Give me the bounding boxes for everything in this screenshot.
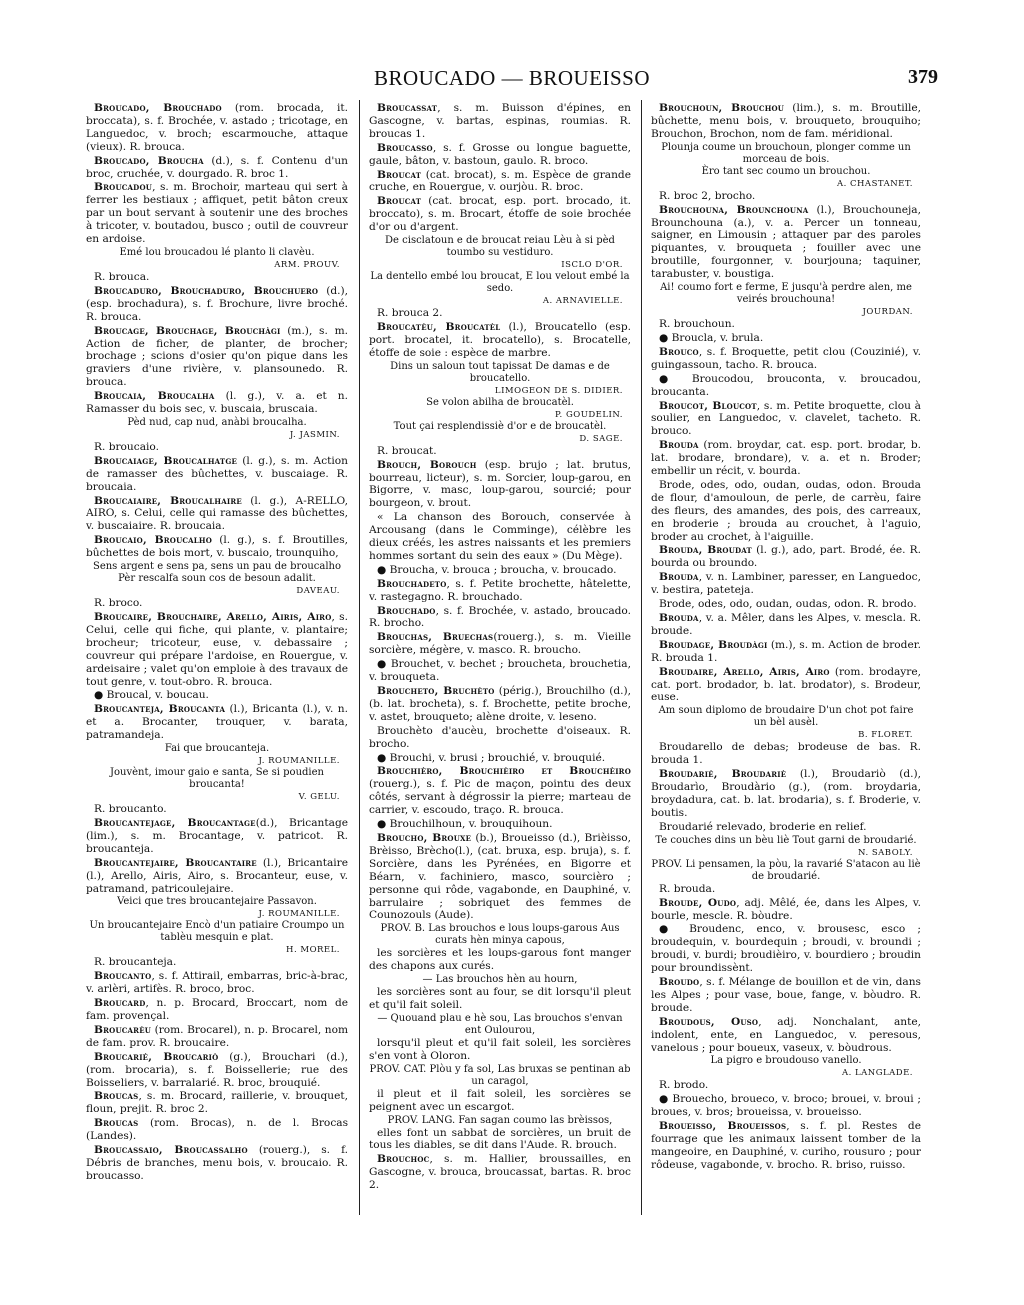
headword: Brouda, Broudat bbox=[659, 544, 752, 557]
running-title: BROUCADO — BROUEISSO bbox=[373, 66, 651, 90]
dictionary-entry bbox=[86, 495, 348, 534]
quote-source: A. CHASTANET. bbox=[836, 178, 913, 189]
definition: , s. m. Brocard, raillerie, v. brouquet, floun, prejit. R. broc 2. bbox=[86, 1090, 348, 1116]
headword: Broucard bbox=[94, 997, 146, 1010]
headword: Brouchièro, Brouchièiro et Brouchèiro bbox=[377, 765, 631, 778]
citation-quote bbox=[86, 920, 348, 956]
dictionary-entry bbox=[86, 817, 348, 856]
entry-line: « La chanson des Borouch, conservée à Arcousang (dans le Comminge), célèbre les dieux créés, les astres naissants et les premiers hommes sortant du sein des eaux » (Du Mège). bbox=[369, 511, 631, 562]
headword: Brouchado bbox=[377, 604, 436, 617]
quote-text: La pigro e broudouso vanello. bbox=[710, 1055, 862, 1067]
dictionary-entry bbox=[651, 612, 921, 638]
definition: , s. m. Buisson d'épines, en Gascogne, v. bartas, espinas, roumias. R. broucas 1. bbox=[369, 102, 631, 140]
entry-line: R. brouchoun. bbox=[659, 318, 735, 331]
quote-text: PROV. CAT. Plòu y fa sol, Las bruxas se pentinan ab un caragol, bbox=[369, 1063, 631, 1087]
headword: Broucarié, Broucariò bbox=[94, 1050, 219, 1063]
dictionary-entry bbox=[369, 605, 631, 631]
headword: Broucanteja, Broucanta bbox=[94, 703, 226, 716]
dictionary-entry bbox=[86, 1117, 348, 1143]
definition: (rom. brocada, it. broccata), s. f. Brochée, v. astado ; tricotage, en Languedoc, v. broch; escarmouche, attaque (vieux). R. brouca. bbox=[86, 102, 348, 153]
quote-text: Sens argent e sens pa, sens un pau de broucalho Pèr rescalfa soun cos de besoun adalit. bbox=[92, 561, 342, 585]
definition: (l.), Brouchouneja, Brounchouna (a.), v. a. Percer un tonneau, saigner, en Limousin ; attaquer par des paroles piquantes, v. brouqueta ; fouiller avec une broutille, fourgonner, v. bourjouna; taquiner, tarabuster, v. boustiga. bbox=[651, 203, 921, 281]
quote-text: Èro tant sec coumo un brouchou. bbox=[701, 165, 871, 177]
quote-source: A. LANGLADE. bbox=[841, 1068, 913, 1079]
definition-continued: (l.), (cat. bruxa, esp. bruja), s. f. Sorcière, dans les Pyrénées, en Bigorre et Béarn, v. fachiniero, masco, sourcièro ; personne qui rôde, vagabonde, en Dauphiné, v. barrulaire ; sobriquet des femmes de Counozouls (Aude). bbox=[369, 844, 631, 922]
quote-text: Dins un saloun tout tapissat De damas e de broucatello. bbox=[390, 360, 610, 384]
citation-quote bbox=[369, 421, 631, 445]
quote-text: Jouvènt, imour gaio e santa, Se si poudien broucanta! bbox=[110, 767, 324, 791]
quote-text: La dentello embé lou broucat, E lou velout embé la sedo. bbox=[370, 271, 630, 295]
dictionary-entry bbox=[651, 439, 921, 478]
headword: Brouchoc bbox=[377, 1153, 430, 1166]
definition: (b.), Broueisso (d.), Brièisso, Brèisso, Brècho bbox=[369, 831, 631, 857]
definition: , s. m. Hallier, broussailles, en Gascogne, v. brouca, broucassat, bartas. R. broc 2. bbox=[369, 1153, 631, 1192]
quote-source: V. GELU. bbox=[298, 792, 340, 803]
dictionary-entry bbox=[86, 181, 348, 246]
definition: (lim.), s. m. Broutille, bûchette, menu bois, v. brouqueto, brouquiho; Brouchon, Brochon, nom de fam. méridional. bbox=[651, 102, 921, 140]
quote-source: ISCLO D'OR. bbox=[561, 260, 623, 271]
citation-quote bbox=[86, 767, 348, 803]
headword: Broucage, Brouchage, Brouchàgi bbox=[94, 324, 281, 337]
dictionary-entry bbox=[369, 631, 631, 657]
definition: , s. f. Petite brochette, hâtelette, v. rastegagno. R. brouchado. bbox=[369, 577, 631, 603]
headword: Broucheto, Bruchèto bbox=[377, 685, 495, 697]
definition: , s. m. Petite broquette, clou à soulier, en Languedoc, v. clavelet, tacheto. R. brouco. bbox=[651, 399, 921, 438]
quote-source: P. GOUDELIN. bbox=[555, 409, 623, 420]
headword: Broucas bbox=[94, 1117, 139, 1130]
definition: , s. f. Mélange de bouillon et de vin, dans les Alpes ; pour vase, boue, fange, v. bòudro. R. broude. bbox=[651, 976, 921, 1014]
citation-quote bbox=[86, 896, 348, 920]
dictionary-entry bbox=[651, 639, 921, 665]
definition: (rom. Brocarel), n. p. Brocarel, nom de fam. prov. R. broucaire. bbox=[86, 1023, 348, 1049]
quote-text: Un broucantejaire Encò d'un patiaire Croumpo un tablèu mesquin e plat. bbox=[89, 920, 345, 944]
citation-quote bbox=[86, 417, 348, 441]
dictionary-entry bbox=[86, 390, 348, 416]
headword: Broucassaio, Broucassalho bbox=[94, 1144, 248, 1157]
dictionary-entry bbox=[651, 976, 921, 1015]
definition: (l. g.), s. m. Action de ramasser des bûchettes, v. buscaiage. R. broucaia. bbox=[86, 454, 348, 493]
definition: , s. f. Brochée, v. astado, broucado. R. brocho. bbox=[369, 604, 631, 630]
dictionary-entry bbox=[86, 857, 348, 896]
dictionary-entry bbox=[86, 285, 348, 324]
quote-text: PROV. B. Las brouchos e lous loups-garous Aus curats hèn minya capous, bbox=[380, 923, 620, 947]
column-middle bbox=[369, 102, 631, 1245]
quote-text: — Las brouchos hèn au hourn, bbox=[422, 974, 578, 986]
headword: Brouchoun, Brouchou bbox=[659, 102, 785, 114]
dictionary-entry bbox=[369, 765, 631, 817]
dictionary-entry bbox=[369, 142, 631, 168]
entry-line: ● Brouecho, broueco, v. broco; brouei, v. broui ; broues, v. bros; brouei̇ssa, v. broueisso. bbox=[651, 1093, 921, 1119]
dictionary-entry bbox=[86, 102, 348, 154]
quote-source: JOURDAN. bbox=[862, 307, 913, 318]
column-right bbox=[651, 102, 921, 1245]
citation-quote bbox=[86, 743, 348, 767]
definition: (l.), Bricanta (l.), v. n. et a. Brocanter, trouquer, v. barata, patramandeja. bbox=[86, 703, 348, 742]
citation-quote bbox=[369, 1115, 631, 1127]
headword: Brouchas, Bruechas bbox=[377, 631, 494, 644]
definition: , s. Celui, celle qui fiche, qui plante, v. plantaire; brocheur; tricoteur, euse, v. debassaire ; couvreur qui prépare l'ardoise, en Rouergue, v. ardeisaire ; valet qu'on emploie à des travaux de tout genre, v. tout-obro. R. brouca. bbox=[86, 611, 348, 688]
dictionary-entry bbox=[369, 1153, 631, 1192]
headword: Brouda bbox=[659, 612, 699, 624]
dictionary-entry bbox=[369, 685, 631, 724]
headword: Broucadou bbox=[94, 181, 153, 194]
headword: Broucatèu, Broucatèl bbox=[377, 320, 501, 333]
headword: Broucaia, Broucalha bbox=[94, 390, 215, 403]
entry-line: R. broucanto. bbox=[94, 803, 167, 816]
definition: (cat. brocat), s. m. Espèce de grande cruche, en Rouergue, v. ourjòu. R. broc. bbox=[369, 168, 631, 194]
headword: Broucot, Bloucot bbox=[659, 399, 757, 412]
entry-line: ● Broudenc, enco, v. brousesc, esco ; broudequin, v. bourdequin ; broudi, v. broundi ; broudi, v. burdi; broudièiro, v. bourdiero ; broudin pour broundissènt. bbox=[651, 923, 921, 975]
entry-line: il pleut et il fait soleil, les sorcières se peignent avec un escargot. bbox=[369, 1087, 631, 1113]
dictionary-entry bbox=[369, 102, 631, 141]
entry-line: Broudarello de debas; brodeuse de bas. R. brouda 1. bbox=[651, 741, 921, 767]
headword: Broucaiaire, Broucalhaire bbox=[94, 494, 242, 507]
dictionary-entry bbox=[651, 897, 921, 923]
headword: Broude, Oudo bbox=[659, 896, 737, 909]
headword: Broucho, Brouxe bbox=[377, 831, 472, 844]
column-left bbox=[86, 102, 348, 1245]
entry-line: R. broucat. bbox=[377, 444, 437, 457]
definition: (d.), Bricantage (lim.), s. m. Brocantage, v. patricot. R. broucanteja. bbox=[86, 816, 348, 855]
headword: Broucado, Brouchado bbox=[94, 102, 222, 114]
page-number: 379 bbox=[908, 66, 938, 88]
dictionary-entry bbox=[369, 195, 631, 234]
quote-text: PROV. Li pensamen, la pòu, la ravarié S'atacon au liè de broudarié. bbox=[651, 858, 921, 882]
headword: Brouco bbox=[659, 345, 699, 358]
entry-line: lorsqu'il pleut et qu'il fait soleil, les sorcières s'en vont à Oloron. bbox=[369, 1036, 631, 1062]
dictionary-entry bbox=[651, 768, 921, 820]
headword: Broucantejaire, Broucantaire bbox=[94, 856, 257, 869]
citation-quote bbox=[369, 1013, 631, 1037]
headword: Broucas bbox=[94, 1090, 139, 1103]
definition: (l. g.), v. a. et n. Ramasser du bois sec, v. buscaia, bruscaia. bbox=[86, 390, 348, 416]
headword: Broucarèu bbox=[94, 1023, 152, 1036]
dictionary-entry bbox=[86, 1144, 348, 1183]
quote-text: Veici que tres broucantejaire Passavon. bbox=[117, 896, 317, 908]
entry-line: ● Brouchet, v. bechet ; broucheta, brouchetia, v. brouqueta. bbox=[369, 658, 631, 684]
citation-quote bbox=[369, 271, 631, 307]
dictionary-entry bbox=[651, 102, 921, 141]
definition: (esp. brujo ; lat. brutus, bourreau, licteur), s. m. Sorcier, loup-garou, en Bigorre, v. masc, loup-garou, sourcié; pour bourgeon, v. brout. bbox=[369, 458, 631, 510]
definition: (l. g.), s. f. Broutilles, bûchettes de bois mort, v. buscaio, trounquiho, bbox=[86, 534, 348, 560]
dictionary-entry bbox=[651, 204, 921, 281]
entry-line: R. broco. bbox=[94, 597, 143, 610]
citation-quote bbox=[369, 235, 631, 271]
headword: Broudous, Ouso bbox=[659, 1015, 759, 1028]
citation-quote bbox=[651, 859, 921, 883]
dictionary-entry bbox=[369, 459, 631, 511]
entry-line: Brouchèto d'aucèu, brochette d'oiseaux. R. brocho. bbox=[369, 724, 631, 750]
dictionary-entry bbox=[86, 455, 348, 494]
quote-source: LIMOGEON DE S. DIDIER. bbox=[494, 385, 623, 396]
entry-line: R. brouda. bbox=[659, 882, 716, 895]
quote-text: Emé lou broucadou lé planto li clavèu. bbox=[119, 246, 315, 258]
definition: , v. n. Lambiner, paresser, en Languedoc, v. bestira, pateteja. bbox=[651, 571, 921, 597]
quote-text: Se volon abilha de broucatèl. bbox=[426, 396, 574, 408]
definition: (g.), Brouchari (d.), (rom. brocaria), s. f. Boissellerie; rue des Boisseliers, v. barralarié. R. broc, brouquié. bbox=[86, 1050, 348, 1089]
entry-line: ● Broucha, v. brouca ; broucha, v. broucado. bbox=[377, 563, 617, 576]
definition: (rom. Brocas), n. de l. Brocas (Landes). bbox=[86, 1117, 348, 1143]
entry-line: Brode, odes, odo, oudan, oudas, odon. R. brodo. bbox=[659, 598, 917, 611]
quote-text: Ai! coumo fort e ferme, E jusqu'à perdre alen, me veirés brouchouna! bbox=[660, 282, 912, 306]
dictionary-entry bbox=[369, 321, 631, 360]
citation-quote bbox=[651, 1055, 921, 1079]
dictionary-entry bbox=[651, 1120, 921, 1172]
quote-text: De cisclatoun e de broucat reiau Lèu à si pèd toumbo su vestiduro. bbox=[385, 235, 615, 259]
dictionary-entry bbox=[86, 534, 348, 560]
entry-line: R. brouca 2. bbox=[377, 307, 443, 320]
citation-quote bbox=[369, 923, 631, 947]
entry-line: ● Broucodou, brouconta, v. broucadou, broucanta. bbox=[651, 372, 921, 398]
headword: Broucantejage, Broucantage bbox=[94, 816, 256, 829]
dictionary-entry bbox=[651, 1016, 921, 1055]
dictionary-entry bbox=[651, 571, 921, 597]
headword: Brouchouna, Brounchouna bbox=[659, 203, 809, 216]
entry-line: R. broucaio. bbox=[94, 440, 159, 453]
headword: Broucaire, Brouchaire, Arello, Airis, Airo bbox=[94, 611, 332, 623]
dictionary-entry bbox=[86, 703, 348, 742]
definition: , s. f. Grosse ou longue baguette, gaule, bâton, v. bastoun, gaulo. R. broco. bbox=[369, 141, 631, 167]
quote-source: B. FLORET. bbox=[858, 730, 913, 741]
entry-line: R. brouca. bbox=[94, 270, 150, 283]
citation-quote bbox=[651, 835, 921, 859]
quote-text: Plounja coume un brouchoun, plonger comme un morceau de bois. bbox=[661, 141, 911, 165]
page-header bbox=[0, 66, 1024, 96]
definition: (d.), (esp. brochadura), s. f. Brochure, livre broché. R. brouca. bbox=[86, 284, 348, 323]
headword: Broucasso bbox=[377, 141, 433, 154]
citation-quote bbox=[369, 1064, 631, 1088]
dictionary-entry bbox=[86, 1051, 348, 1090]
definition: (l.), Bricantaire (l.), Arello, Airis, Airo, s. Brocanteur, euse, v. patramand, patricoulejaire. bbox=[86, 856, 348, 895]
definition: (m.), s. m. Action de broder. R. brouda 1. bbox=[651, 638, 921, 664]
definition: , n. p. Brocard, Broccart, nom de fam. provençal. bbox=[86, 997, 348, 1023]
entry-line: elles font un sabbat de sorcières, un bruit de tous les diables, se dit dans l'Aude. R. brouch. bbox=[369, 1126, 631, 1152]
definition: , s. f. pl. Restes de fourrage que les animaux laissent tomber de la mangeoire, en Dauphiné, v. curiho, rousuro ; pour rôdeuse, vagabonde, v. brocho. R. briso, ruisso. bbox=[651, 1120, 921, 1171]
dictionary-entry bbox=[86, 997, 348, 1023]
quote-source: N. SABOLY. bbox=[858, 847, 913, 858]
citation-quote bbox=[651, 166, 921, 190]
quote-source: D. SAGE. bbox=[579, 433, 623, 444]
quote-text: Te couches dins un bèu liè Tout garni de broudarié. bbox=[655, 834, 917, 846]
citation-quote bbox=[651, 282, 921, 318]
headword: Broucat bbox=[377, 168, 422, 181]
headword: Broucado, Broucha bbox=[94, 154, 204, 167]
column-divider bbox=[359, 100, 360, 1215]
definition: , s. f. Broquette, petit clou (Couzinié), v. guingassoun, tacho. R. brouca. bbox=[651, 345, 921, 371]
definition: (l.), Broudariò (d.), Broudarìo, Broudàrio (g.), (rom. broydaria, broydadura, cat. b. lat. brodaria), s. f. Broderie, v. boutis. bbox=[651, 768, 921, 819]
entry-line: ● Brouchi, v. brusi ; brouchié, v. brouquié. bbox=[377, 751, 606, 764]
quote-text: Pèd nud, cap nud, anàbi broucalha. bbox=[127, 416, 307, 428]
entry-line: R. brodo. bbox=[659, 1079, 709, 1092]
quote-source: A. ARNAVIELLE. bbox=[542, 296, 623, 307]
dictionary-entry bbox=[651, 544, 921, 570]
definition: (l. g.), ado, part. Brodé, ée. R. bourda ou broundo. bbox=[651, 544, 921, 570]
entry-line: les sorcières sont au four, se dit lorsqu'il pleut et qu'il fait soleil. bbox=[369, 986, 631, 1012]
quote-source: H. MOREL. bbox=[286, 945, 340, 956]
definition: (périg.), Brouchilho (d.), (b. lat. brocheta), s. f. Brochette, petite broche, v. astet, brouqueto; alène droite, v. leseno. bbox=[369, 685, 631, 723]
headword: Broueisso, Broueissos bbox=[659, 1120, 787, 1133]
entry-line: Brode, odes, odo, oudan, oudas, odon. Brouda de flour, d'amouloun, de perle, de carrèu, faire des fleurs, des amandes, des pois, des carreaux, en broderie ; brouda au crouchet, à l'aguio, broder au crochet, à l'aiguille. bbox=[651, 478, 921, 543]
definition: (rouerg.), s. m. Vieille sorcière, mégère, v. masco. R. broucho. bbox=[369, 631, 631, 657]
quote-text: — Quouand plau e hè sou, Las brouchos s'envan ent Oulourou, bbox=[377, 1012, 623, 1036]
definition: , s. m. Brochoir, marteau qui sert à ferrer les bestiaux ; affiquet, petit bâton creux par un bout servant à soutenir une des broches à tricoter, v. boutadou, busco ; outil de couvreur en ardoise. bbox=[86, 181, 348, 246]
dictionary-entry bbox=[369, 578, 631, 604]
quote-source: ARM. PROUV. bbox=[274, 259, 340, 270]
citation-quote bbox=[651, 142, 921, 166]
definition: (l. g.), A-RELLO, AIRO, s. Celui, celle qui ramasse des bûchettes, v. buscaiaire. R. broucaia. bbox=[86, 494, 348, 533]
citation-quote bbox=[86, 247, 348, 271]
citation-quote bbox=[369, 397, 631, 421]
headword: Broudo bbox=[659, 976, 700, 989]
dictionary-entry bbox=[651, 666, 921, 705]
headword: Broucat bbox=[377, 195, 422, 208]
definition: (cat. brocat, esp. port. brocado, it. broccato), s. m. Brocart, étoffe de soie brochée d'or ou d'argent. bbox=[369, 195, 631, 234]
entry-line: R. broc 2, brocho. bbox=[659, 189, 756, 202]
dictionary-entry bbox=[86, 611, 348, 688]
headword: Broudarié, Broudariè bbox=[659, 768, 787, 781]
definition: (rom. broydar, cat. esp. port. brodar, b. lat. brodare, brondare), v. a. et n. Broder; embellir un récit, v. bourda. bbox=[651, 439, 921, 478]
headword: Broucanto bbox=[94, 970, 152, 983]
headword: Brouchadeto bbox=[377, 577, 447, 590]
definition: (rouerg.), s. f. Débris de branches, menu bois, v. broucaio. R. broucasso. bbox=[86, 1144, 348, 1182]
definition: (rom. brodayre, cat. port. brodador, b. lat. brodator), s. Brodeur, euse. bbox=[651, 665, 921, 704]
quote-text: Am soun diplomo de broudaire D'un chot pot faire un bèl ausèl. bbox=[658, 705, 914, 729]
entry-line: R. broucanteja. bbox=[94, 956, 177, 969]
column-divider bbox=[641, 100, 642, 1215]
dictionary-entry bbox=[86, 970, 348, 996]
entry-line: ● Broucla, v. brula. bbox=[659, 331, 764, 344]
definition: , v. a. Mêler, dans les Alpes, v. mescla. R. broude. bbox=[651, 612, 921, 637]
quote-text: Fai que broucanteja. bbox=[164, 743, 270, 755]
headword: Broucassat bbox=[377, 102, 438, 114]
quote-text: Tout çai resplendissiè d'or e de broucatèl. bbox=[393, 420, 607, 432]
definition: (d.), s. f. Contenu d'un broc, cruchée, v. dourgado. R. broc 1. bbox=[86, 154, 348, 180]
quote-source: J. ROUMANILLE. bbox=[258, 909, 340, 920]
quote-source: J. ROUMANILLE. bbox=[258, 756, 340, 767]
headword: Broucaio, Broucalho bbox=[94, 534, 213, 547]
dictionary-entry bbox=[651, 400, 921, 439]
definition: (l.), Broucatello (esp. port. brocatel, it. brocatello), s. Brocatelle, étoffe de soie : espèce de marbre. bbox=[369, 320, 631, 359]
headword: Brouda bbox=[659, 439, 699, 452]
entry-line: ● Brouchilhoun, v. brouquihoun. bbox=[377, 818, 553, 831]
dictionary-entry bbox=[86, 1024, 348, 1050]
dictionary-entry bbox=[369, 832, 631, 922]
definition: , adj. Nonchalant, ante, indolent, ente, en Languedoc, v. peresous, vanelous ; pour boueux, vaseux, v. bòudrous. bbox=[651, 1015, 921, 1054]
citation-quote bbox=[369, 361, 631, 397]
quote-source: DAVEAU. bbox=[296, 586, 340, 597]
entry-line: les sorcières et les loups-garous font manger des chapons aux curés. bbox=[369, 947, 631, 973]
definition: (m.), s. m. Action de ficher, de planter, de brocher; brochage ; scions d'osier qu'on pique dans les graviers d'une rivière, v. plansounedo. R. brouca. bbox=[86, 324, 348, 389]
quote-text: PROV. LANG. Fan sagan coumo las brèissos, bbox=[387, 1114, 613, 1126]
citation-quote bbox=[86, 561, 348, 597]
quote-source: J. JASMIN. bbox=[289, 429, 340, 440]
definition: (rouerg.), s. f. Pic de maçon, pointu des deux côtés, servant à dégrossir la pierre; marteau de carrier, v. escoudo, traço. R. brouca. bbox=[369, 778, 631, 817]
dictionary-entry bbox=[369, 169, 631, 195]
dictionary-entry bbox=[86, 1090, 348, 1116]
citation-quote bbox=[369, 974, 631, 986]
citation-quote bbox=[651, 705, 921, 741]
dictionary-entry bbox=[86, 325, 348, 390]
headword: Broudaire, Arello, Airis, Airo bbox=[659, 665, 830, 678]
headword: Brouda bbox=[659, 571, 699, 584]
entry-line: ● Broucal, v. boucau. bbox=[94, 689, 209, 702]
headword: Broucaduro, Brouchaduro, Brouchuero bbox=[94, 284, 319, 297]
dictionary-entry bbox=[86, 155, 348, 181]
entry-line: Broudarié relevado, broderie en relief. bbox=[659, 820, 867, 833]
dictionary-entry bbox=[651, 346, 921, 372]
headword: Brouch, Borouch bbox=[377, 458, 477, 471]
definition: , adj. Mêlé, ée, dans les Alpes, v. bourle, mescle. R. bòudre. bbox=[651, 896, 921, 922]
definition: , s. f. Attirail, embarras, bric-à-brac, v. arlèri, artifès. R. broco, broc. bbox=[86, 970, 348, 996]
headword: Broudage, Broudàgi bbox=[659, 638, 768, 651]
headword: Broucaiage, Broucalhatge bbox=[94, 454, 238, 467]
